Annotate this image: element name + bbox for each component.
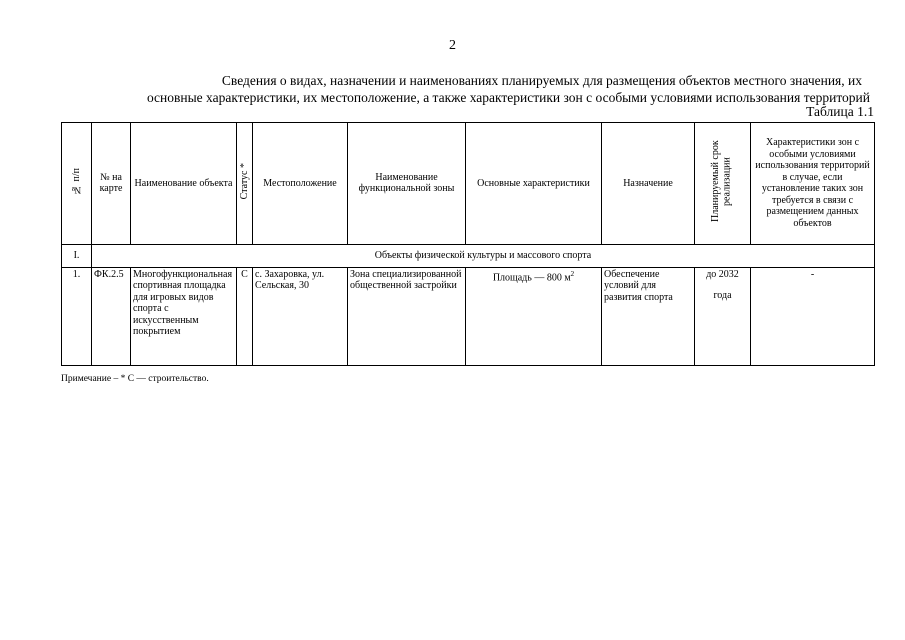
document-title-line-2: основные характеристики, их местоположение, а также характеристики зон с особыми условиями использования территорий: [146, 90, 870, 105]
section-row: [62, 244, 875, 267]
table-header-row: [62, 123, 875, 245]
cell-zone-characteristics: -: [751, 267, 875, 366]
table-row: [62, 267, 875, 366]
cell-zone-name: Зона специализированной общественной застройки: [348, 267, 466, 366]
header-num: № п/п: [62, 123, 92, 245]
cell-characteristics: Площадь — 800 $м^2$: [466, 267, 602, 366]
cell-map-num: ФК.2.5: [92, 267, 131, 366]
header-zone-name: Наименование функциональной зоны: [348, 123, 466, 245]
header-object-name: Наименование объекта: [131, 123, 237, 245]
cell-status: С: [237, 267, 253, 366]
header-status: Статус *: [237, 123, 253, 245]
cell-location: с. Захаровка, ул. Сельская, 30: [253, 267, 348, 366]
section-title: Объекты физической культуры и массового спорта: [92, 244, 875, 267]
footnote: Примечание – * С — строительство.: [61, 374, 209, 384]
header-zone-characteristics: Характеристики зон с особыми условиями использования территорий в случае, если установление таких зон требуется в связи с размещением данных объектов: [751, 123, 875, 245]
objects-table: [61, 122, 875, 366]
section-number: I.: [62, 244, 92, 267]
page-number: 2: [449, 38, 456, 53]
header-purpose: Назначение: [602, 123, 695, 245]
table-label: Таблица 1.1: [806, 104, 874, 119]
header-location: Местоположение: [253, 123, 348, 245]
document-title: [40, 72, 870, 106]
cell-object-name: Многофункциональная спортивная площадка для игровых видов спорта с искусственным покрытием: [131, 267, 237, 366]
cell-deadline: до 2032 года: [695, 267, 751, 366]
cell-num: 1.: [62, 267, 92, 366]
cell-purpose: Обеспечение условий для развития спорта: [602, 267, 695, 366]
document-title-line-1: Сведения о видах, назначении и наименованиях планируемых для размещения объектов местного значения, их: [221, 73, 862, 88]
header-characteristics: Основные характеристики: [466, 123, 602, 245]
header-deadline: Планируемый срок реализации: [695, 123, 751, 245]
header-map-num: № на карте: [92, 123, 131, 245]
